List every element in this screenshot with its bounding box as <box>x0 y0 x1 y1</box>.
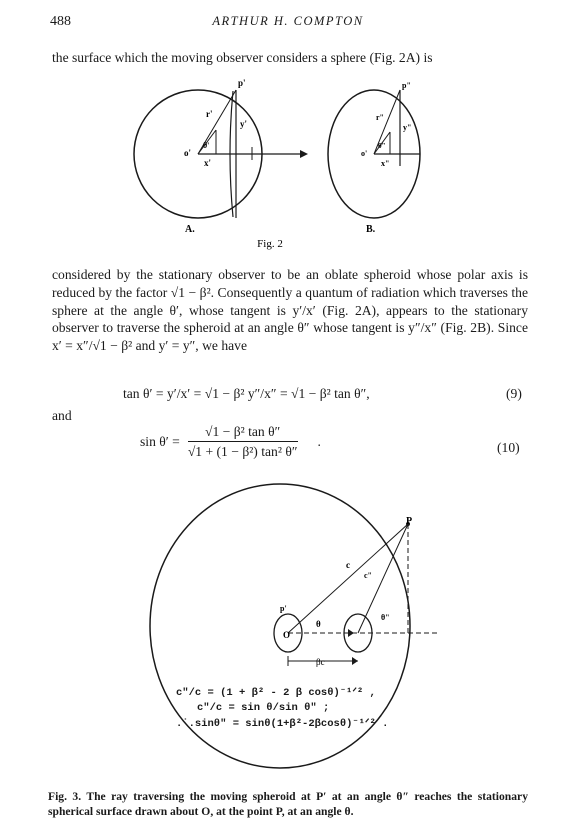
label-x-a: x' <box>204 158 212 168</box>
fig3-formula-1: c"/c = (1 + β² - 2 β cosθ)⁻¹ᐟ² , <box>176 687 376 699</box>
label-o-b: o' <box>361 149 368 158</box>
label-r-b: r" <box>376 113 384 122</box>
eq10-denominator: √1 + (1 − β²) tan² θ″ <box>187 444 298 459</box>
fig3-formula-2: c"/c = sin θ/sin θ" ; <box>197 702 330 714</box>
page-number: 488 <box>50 14 71 29</box>
equation-10-number: (10) <box>497 440 520 455</box>
equation-10 <box>140 424 321 460</box>
baseline-arrow <box>348 629 354 637</box>
eq10-numerator: √1 − β² tan θ″ <box>188 424 298 442</box>
figure-2a <box>134 78 308 218</box>
label-theta-b: θ" <box>378 142 386 150</box>
label-p-a: p' <box>238 78 246 88</box>
intro-text: the surface which the moving observer considers a sphere (Fig. 2A) is <box>52 50 433 65</box>
label-x-b: x" <box>381 159 390 168</box>
label-c: c <box>346 560 350 570</box>
label-fig-2a: A. <box>185 224 195 235</box>
label-r-a: r' <box>206 109 213 119</box>
eq10-lhs: sin θ′ = <box>140 434 180 449</box>
equation-9-number: (9) <box>506 386 522 401</box>
figure-2b <box>328 81 420 218</box>
beta-c-arrow <box>352 657 358 665</box>
figure-3 <box>140 470 456 780</box>
fig-2-caption: Fig. 2 <box>257 238 283 250</box>
label-beta-c: βc <box>316 657 325 667</box>
running-title: ARTHUR H. COMPTON <box>212 14 364 28</box>
ray-from-origin <box>288 524 408 633</box>
eq10-trailing: . <box>317 434 321 449</box>
label-fig-2b: B. <box>366 224 376 235</box>
label-p-prime: p' <box>280 604 287 613</box>
fig-3-caption: Fig. 3. The ray traversing the moving spheroid at P′ at an angle θ″ reaches the stationary spherical surface drawn about O, at the point P, at an angle θ. <box>48 790 528 818</box>
label-theta2: θ" <box>381 613 390 622</box>
label-p-b: p" <box>402 81 411 90</box>
label-P: P <box>406 516 413 527</box>
body-paragraph: considered by the stationary observer to be an oblate spheroid whose polar axis is reduced by the factor √1 − β². Consequently a quantum of radiation which traverses the sphere at the angle θ′, whose tangent is y′/x′ (Fig. 2A), appears to the stationary observer to traverse the spheroid at an angle θ″ whose tangent is y″/x″ (Fig. 2B). Since x′ = x″/√1 − β² and y′ = y″, we have <box>52 267 528 354</box>
label-o-a: o' <box>184 148 192 158</box>
figure-2 <box>100 72 430 252</box>
label-theta: θ <box>316 619 321 629</box>
label-y-a: y' <box>240 119 248 129</box>
label-origin: O <box>283 630 291 640</box>
and-word: and <box>52 408 72 423</box>
label-y-b: y" <box>403 123 412 132</box>
fig3-formula-3: .˙.sinθ" = sinθ(1+β²-2βcosθ)⁻¹ᐟ² . <box>176 718 389 730</box>
arrow-head-a <box>300 150 308 158</box>
label-theta-a: θ' <box>203 141 210 150</box>
eq10-fraction <box>188 424 298 460</box>
equation-9: tan θ′ = y′/x′ = √1 − β² y″/x″ = √1 − β² tan θ″, <box>123 386 370 401</box>
label-c2: c" <box>364 571 372 580</box>
